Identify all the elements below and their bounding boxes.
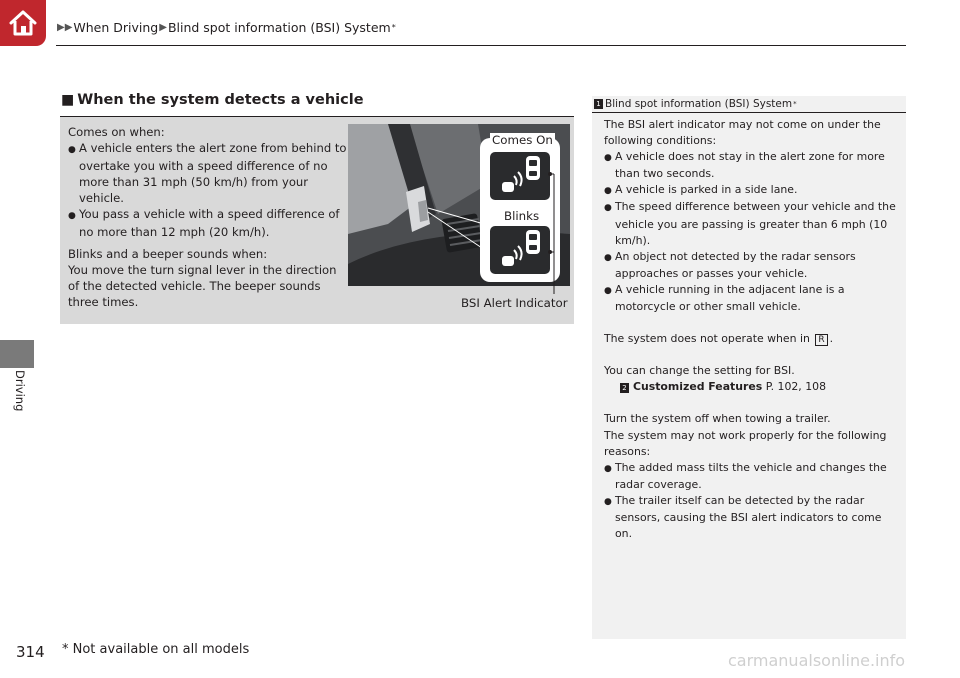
- list-item: [68, 206, 348, 240]
- breadcrumb-arrow-icon: ▶▶: [57, 22, 73, 33]
- breadcrumb-asterisk: *: [391, 23, 396, 32]
- cross-reference-pages[interactable]: P. 102, 108: [765, 380, 827, 394]
- reference-icon: 1: [594, 99, 603, 109]
- sidebar-title: [592, 96, 906, 113]
- breadcrumb-current-bsi[interactable]: Blind spot information (BSI) System: [167, 20, 391, 35]
- list-item-text: The trailer itself can be detected by the radar sensors, causing the BSI alert indicators to come on.: [615, 493, 882, 541]
- label-comes-on: Comes On: [492, 133, 553, 147]
- blinks-heading: Blinks and a beeper sounds when:: [68, 247, 268, 261]
- watermark: carmanualsonline.info: [728, 651, 906, 670]
- not-operate-post: .: [829, 332, 834, 346]
- list-item-text: An object not detected by the radar sensors approaches or passes your vehicle.: [615, 249, 856, 280]
- list-item: [604, 493, 900, 542]
- blinks-text: You move the turn signal lever in the direction of the detected vehicle. The beeper sounds three times.: [68, 263, 337, 309]
- sidebar-title-asterisk: *: [793, 100, 797, 108]
- list-item-text: The added mass tilts the vehicle and changes the radar coverage.: [615, 460, 887, 491]
- list-item: [604, 460, 900, 493]
- mirror-dashboard-illustration: [348, 124, 570, 286]
- bullet-icon: ●: [604, 252, 612, 263]
- cross-reference-title[interactable]: Customized Features: [633, 380, 763, 394]
- cross-reference-link[interactable]: [604, 379, 900, 395]
- spacer: [604, 347, 900, 363]
- square-bullet-icon: ■: [61, 92, 75, 108]
- bullet-icon: ●: [68, 145, 76, 155]
- list-item: [604, 199, 900, 248]
- header-divider: [56, 45, 906, 46]
- list-item-text: You pass a vehicle with a speed difference of no more than 12 mph (20 km/h).: [79, 207, 340, 239]
- bullet-icon: ●: [604, 496, 612, 507]
- list-item-text: A vehicle does not stay in the alert zone for more than two seconds.: [615, 150, 885, 181]
- list-item: [604, 182, 900, 199]
- list-item: [68, 140, 348, 206]
- list-item-text: A vehicle enters the alert zone from behind to overtake you with a speed difference of no more than 31 mph (50 km/h) from your vehicle.: [79, 141, 347, 205]
- sidebar-intro: The BSI alert indicator may not come on under the following conditions:: [604, 118, 881, 148]
- label-blinks: Blinks: [504, 209, 540, 223]
- list-item-text: A vehicle running in the adjacent lane is a motorcycle or other small vehicle.: [615, 282, 845, 314]
- list-item: [604, 282, 900, 315]
- info-box-text: [68, 124, 348, 310]
- sidebar-body: [604, 117, 900, 542]
- sidebar-title-text: Blind spot information (BSI) System: [605, 98, 793, 110]
- home-button[interactable]: [0, 0, 46, 46]
- list-item-text: A vehicle is parked in a side lane.: [615, 183, 798, 197]
- chapter-tab-marker[interactable]: [0, 340, 34, 368]
- section-title-text: When the system detects a vehicle: [77, 92, 364, 108]
- list-item: [604, 249, 900, 282]
- may-not-work-text: The system may not work properly for the following reasons:: [604, 428, 887, 458]
- breadcrumb: [56, 20, 396, 35]
- callout-leader-lines: [540, 140, 570, 310]
- bullet-icon: ●: [68, 211, 76, 221]
- bullet-icon: ●: [604, 463, 612, 474]
- spacer: [604, 315, 900, 331]
- page-number: 314: [16, 643, 45, 661]
- bullet-icon: ●: [604, 186, 612, 197]
- spacer: [604, 395, 900, 411]
- not-operate-text: [604, 331, 900, 347]
- breadcrumb-arrow-icon: ▶: [159, 22, 167, 33]
- dashboard-illustration: [348, 124, 570, 286]
- list-item-text: The speed difference between your vehicle and the vehicle you are passing is greater than 6 mph (10 km/h).: [615, 200, 896, 247]
- label-bsi-alert-indicator: BSI Alert Indicator: [461, 296, 568, 310]
- chapter-tab-label: Driving: [13, 370, 27, 412]
- cross-reference-icon: 2: [620, 383, 629, 393]
- bullet-icon: ●: [604, 153, 612, 164]
- bullet-icon: ●: [604, 203, 612, 214]
- towing-text: Turn the system off when towing a trailer.: [604, 412, 831, 426]
- footnote: * Not available on all models: [62, 642, 250, 657]
- section-title: [61, 92, 364, 108]
- not-operate-pre: The system does not operate when in: [604, 332, 810, 346]
- comes-on-heading: Comes on when:: [68, 125, 165, 139]
- home-icon: [6, 6, 40, 40]
- reverse-gear-key: R: [815, 334, 827, 346]
- change-setting-text: You can change the setting for BSI.: [604, 364, 795, 378]
- bullet-icon: ●: [604, 285, 612, 296]
- breadcrumb-link-when-driving[interactable]: When Driving: [73, 20, 159, 35]
- list-item: [604, 149, 900, 182]
